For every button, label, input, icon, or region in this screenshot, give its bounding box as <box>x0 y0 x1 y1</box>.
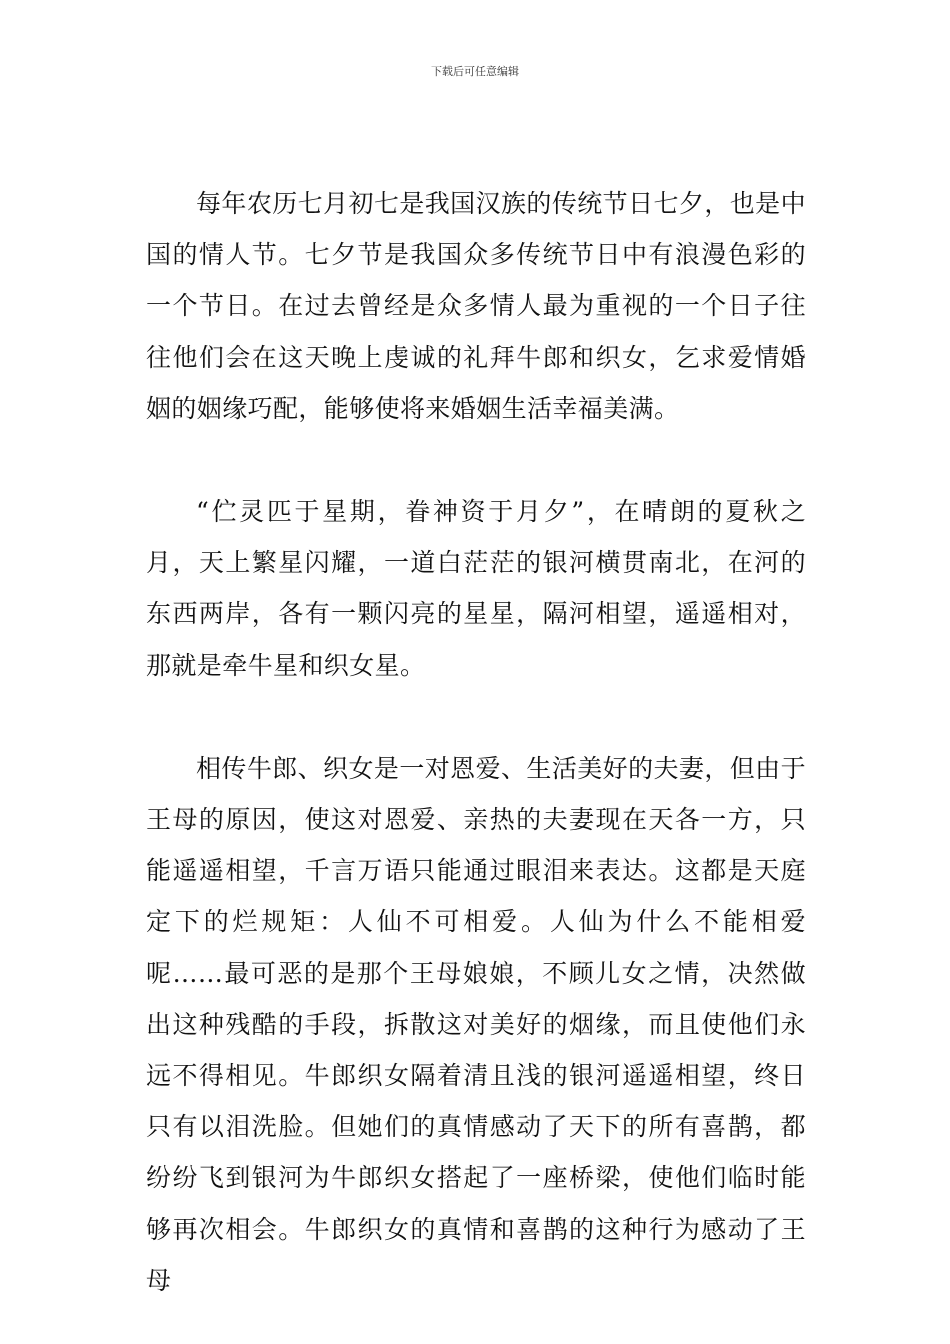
document-body <box>146 178 806 1306</box>
paragraph-legend: 相传牛郎、织女是一对恩爱、生活美好的夫妻，但由于王母的原因，使这对恩爱、亲热的夫妻现在天各一方，只能遥遥相望，千言万语只能通过眼泪来表达。这都是天庭定下的烂规矩：人仙不可相爱。人仙为什么不能相爱呢……最可恶的是那个王母娘娘，不顾儿女之情，决然做出这种残酷的手段，拆散这对美好的烟缘，而且使他们永远不得相见。牛郎织女隔着清且浅的银河遥遥相望，终日只有以泪洗脸。但她们的真情感动了天下的所有喜鹊，都纷纷飞到银河为牛郎织女搭起了一座桥梁，使他们临时能够再次相会。牛郎织女的真情和喜鹊的这种行为感动了王母 <box>146 753 806 1295</box>
paragraph-stars: “伫灵匹于星期，眷神资于月夕”，在晴朗的夏秋之月，天上繁星闪耀，一道白茫茫的银河横贯南北，在河的东西两岸，各有一颗闪亮的星星，隔河相望，遥遥相对，那就是牵牛星和织女星。 <box>146 497 806 680</box>
page-header: 下载后可任意编辑 <box>431 65 519 78</box>
paragraph-qixi-intro: 每年农历七月初七是我国汉族的传统节日七夕，也是中国的情人节。七夕节是我国众多传统节日中有浪漫色彩的一个节日。在过去曾经是众多情人最为重视的一个日子往往他们会在这天晚上虔诚的礼拜牛郎和织女，乞求爱情婚姻的姻缘巧配，能够使将来婚姻生活幸福美满。 <box>146 189 806 423</box>
